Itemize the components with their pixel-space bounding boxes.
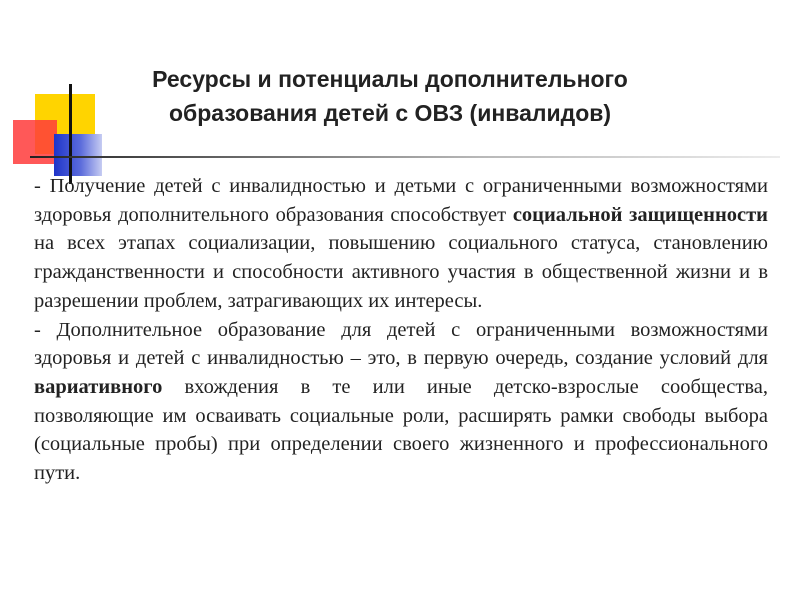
paragraph-2-text-start: - Дополнительное образование для детей с ограниченными возможностями здоровья и детей с инвалидностью – это, в первую очередь, создание условий для: [34, 318, 768, 370]
paragraph-1-bold-text: социальной защищенности: [512, 203, 768, 226]
logo-vertical-line: [69, 84, 72, 184]
slide-title: [110, 62, 670, 130]
slide-title-line-1: Ресурсы и потенциалы дополнительного: [152, 66, 628, 92]
paragraph-1-text-end: на всех этапах социализации, повышению социального статуса, становлению гражданственности и способности активного участия в общественной жизни и в разрешении проблем, затрагивающих их интересы.: [34, 232, 768, 312]
paragraph-1: [34, 172, 768, 316]
paragraph-2-bold-text: вариативного: [34, 375, 163, 398]
slide-title-line-2: образования детей с ОВЗ (инвалидов): [168, 100, 612, 126]
paragraph-2-text-end: вхождения в те или иные детско-взрослые сообщества, позволяющие им осваивать социальные роли, расширять рамки свободы выбора (социальные пробы) при определении своего жизненного и профессионального пути.: [34, 375, 768, 485]
slide-body: [34, 172, 768, 488]
title-divider-line: [30, 156, 780, 158]
paragraph-1-text-start: - Получение детей с инвалидностью и детьми с ограниченными возможностями здоровья дополнительного образования способствует: [34, 175, 768, 226]
paragraph-2: [34, 316, 768, 488]
logo-blue-square: [54, 134, 102, 176]
